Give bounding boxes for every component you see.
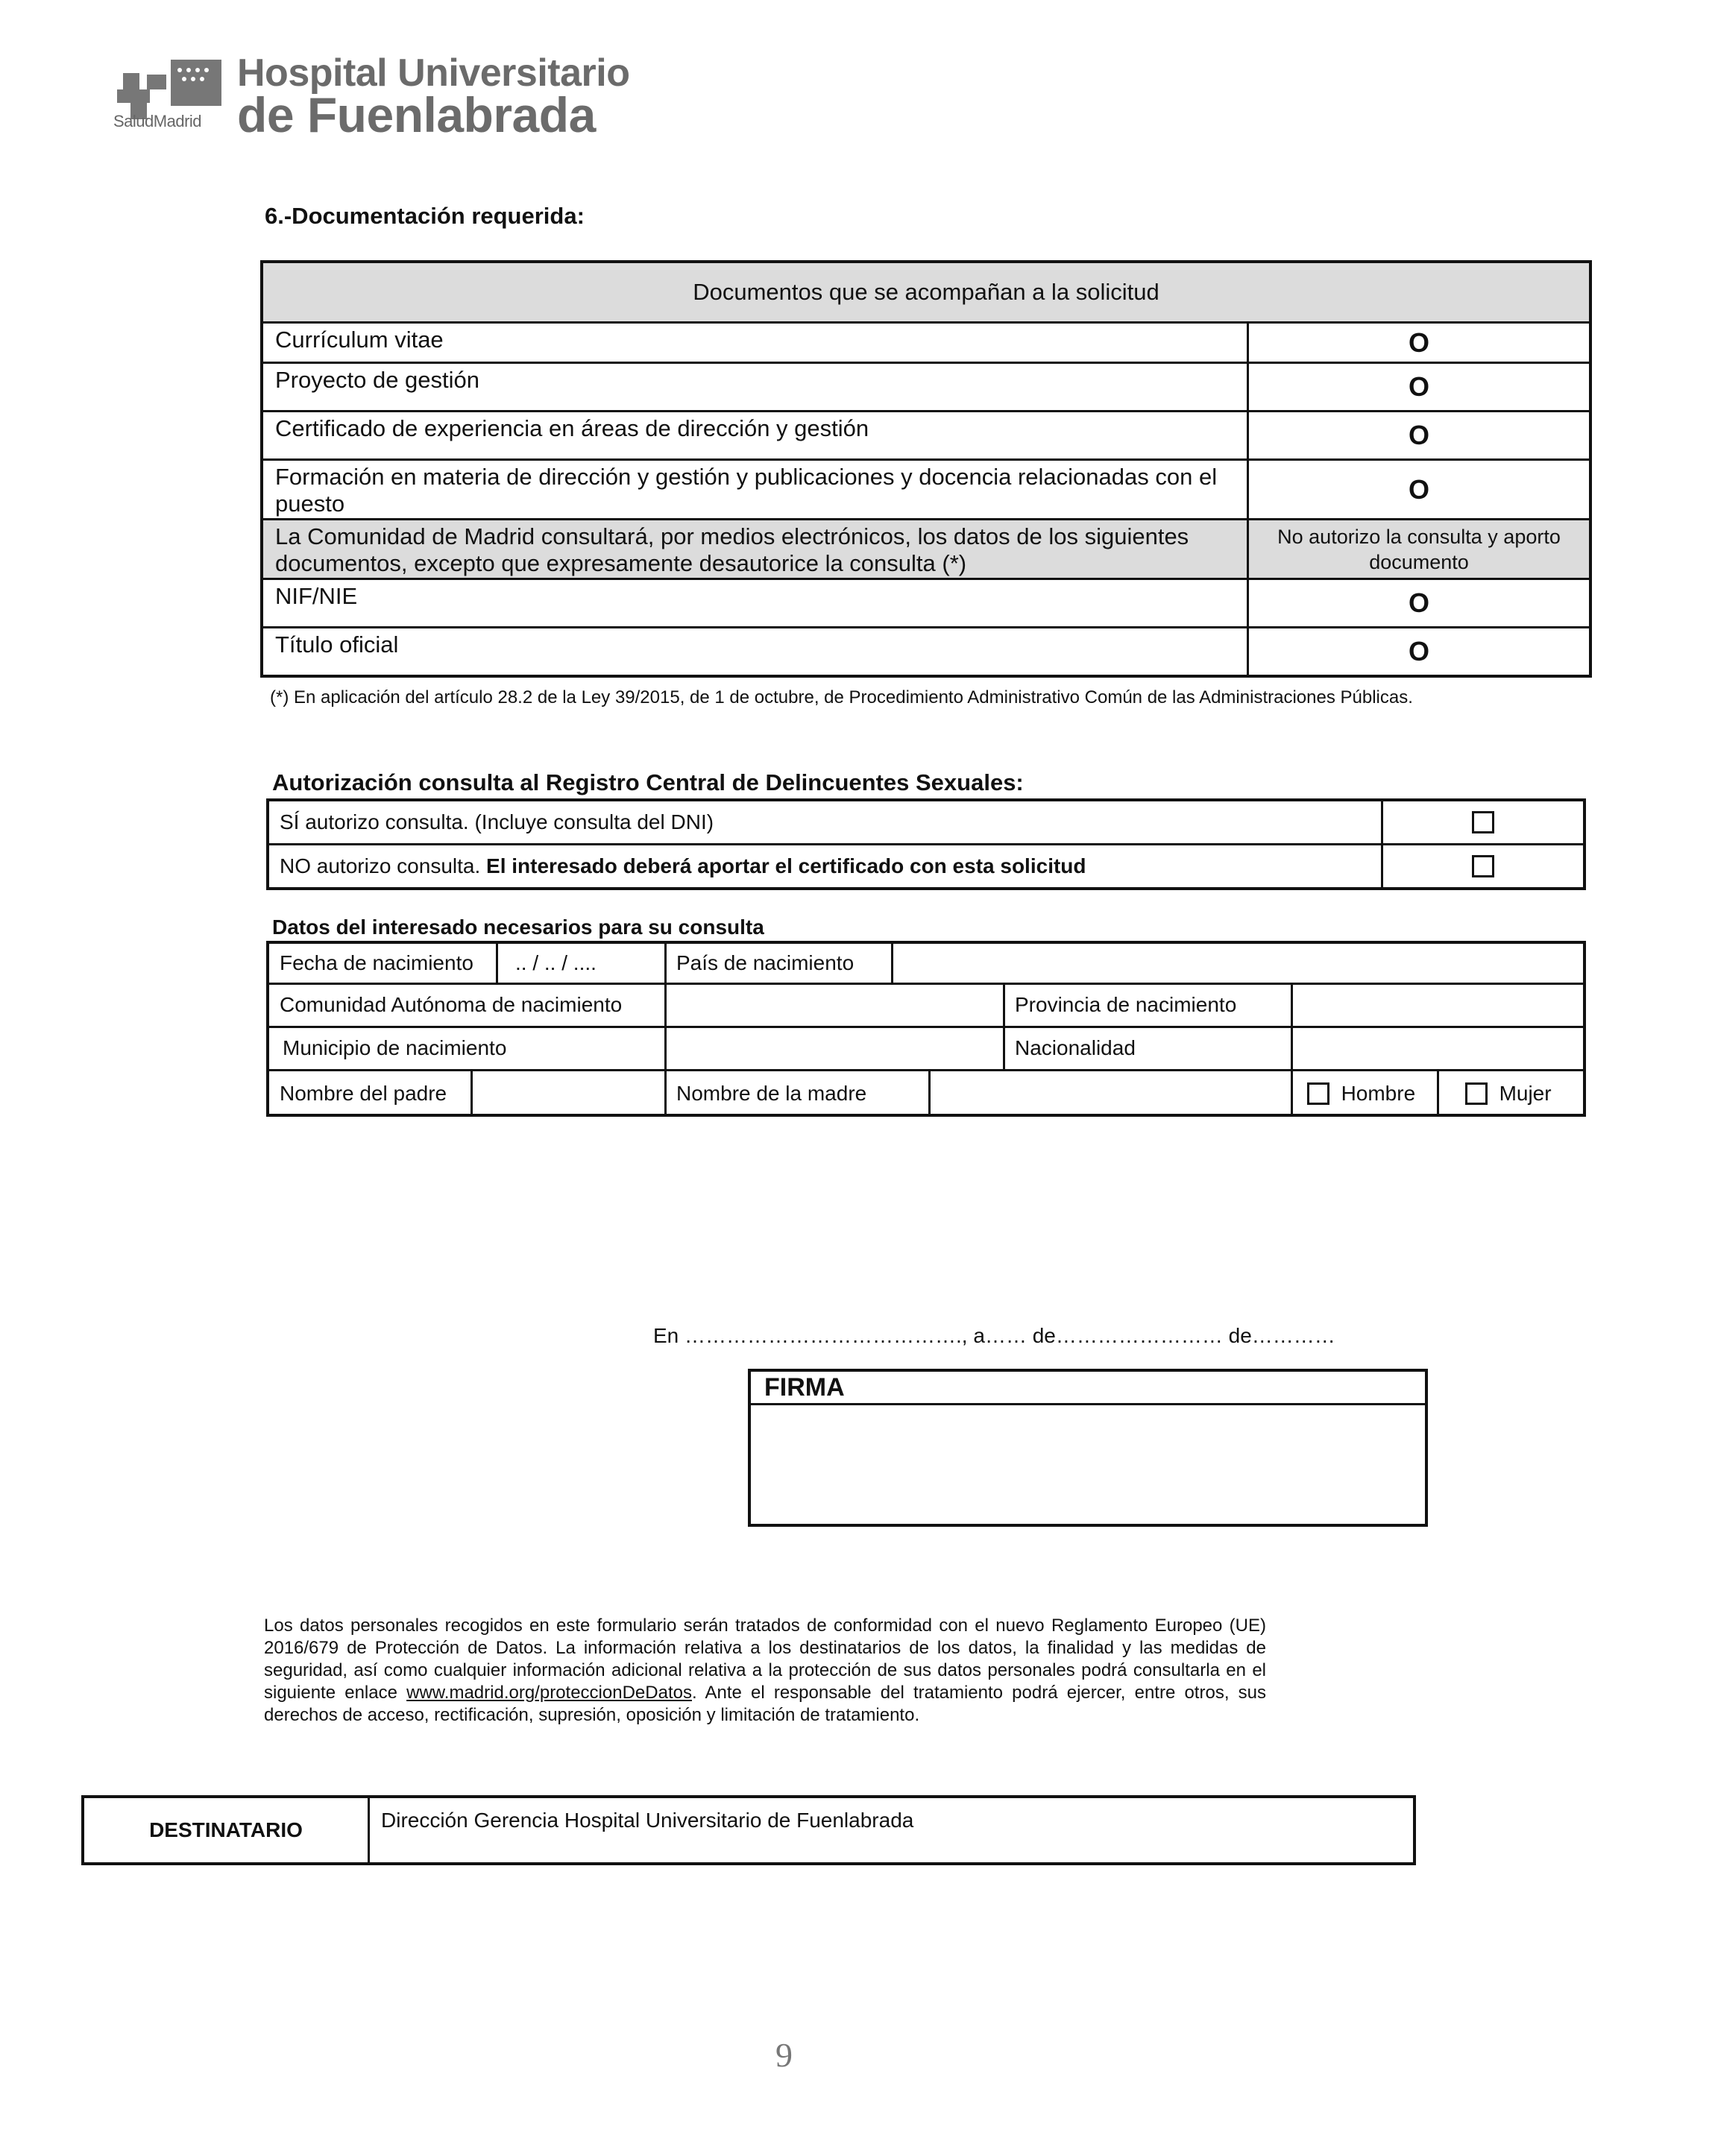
page-number: 9: [775, 2036, 793, 2074]
doc-label: Título oficial: [263, 628, 1249, 675]
doc-label: Proyecto de gestión: [263, 364, 1249, 410]
destinatario-value: Dirección Gerencia Hospital Universitario de Fuenlabrada: [381, 1809, 914, 1832]
table-row: [263, 461, 1589, 520]
registro-title: Autorización consulta al Registro Central de Delincuentes Sexuales:: [272, 769, 1024, 795]
firma-box[interactable]: [748, 1369, 1428, 1527]
table-row: [263, 324, 1589, 364]
doc-check[interactable]: O: [1408, 636, 1429, 666]
fecha-label: Fecha de nacimiento: [280, 951, 473, 974]
table-row: [269, 801, 1583, 845]
privacy-link[interactable]: www.madrid.org/proteccionDeDatos: [406, 1683, 692, 1703]
pais-label: País de nacimiento: [676, 951, 855, 974]
privacy-text: [264, 1615, 1266, 1727]
hombre-checkbox[interactable]: [1307, 1082, 1329, 1105]
comunidad-label: Comunidad Autónoma de nacimiento: [280, 993, 623, 1016]
doc-check[interactable]: O: [1408, 371, 1429, 402]
doc-label: NIF/NIE: [263, 580, 1249, 626]
madre-input[interactable]: [933, 1071, 1288, 1117]
doc-label: Certificado de experiencia en áreas de dirección y gestión: [263, 412, 1249, 458]
logo-small-text: SaludMadrid: [113, 112, 202, 130]
doc-check[interactable]: O: [1408, 473, 1429, 505]
si-autorizo-checkbox[interactable]: [1472, 811, 1494, 833]
nacionalidad-label: Nacionalidad: [1015, 1036, 1136, 1059]
mujer-label: Mujer: [1499, 1082, 1552, 1105]
legal-note: (*) En aplicación del artículo 28.2 de la Ley 39/2015, de 1 de octubre, de Procedimiento Administrativo Común de las Administraciones Públicas.: [270, 687, 1413, 707]
doc-check[interactable]: O: [1408, 587, 1429, 618]
no-autorizo-checkbox[interactable]: [1472, 855, 1494, 877]
fecha-input[interactable]: .. / .. / ....: [515, 951, 597, 974]
no-autorizo-label: [269, 845, 1383, 887]
padre-input[interactable]: [475, 1071, 661, 1117]
datos-table: [266, 941, 1586, 1117]
doc-label: Currículum vitae: [263, 324, 1249, 362]
consulta-note: La Comunidad de Madrid consultará, por medios electrónicos, los datos de los siguientes documentos, excepto que expresamente desautorice la consulta (*): [263, 520, 1249, 578]
table-row: [269, 845, 1583, 887]
hombre-option: [1307, 1071, 1415, 1117]
hospital-name-line1: Hospital Universitario: [237, 51, 630, 95]
documents-table-header: Documentos que se acompañan a la solicitud: [263, 263, 1589, 324]
datos-title: Datos del interesado necesarios para su consulta: [272, 915, 764, 939]
mujer-option: [1465, 1071, 1552, 1117]
municipio-label: Municipio de nacimiento: [283, 1036, 507, 1059]
no-autorizo-text: NO autorizo consulta.: [280, 854, 481, 877]
madre-label: Nombre de la madre: [676, 1082, 867, 1105]
place-date-line[interactable]: En …………………………………., a…… de…………………… de…………: [653, 1324, 1335, 1347]
table-row: [263, 520, 1589, 580]
provincia-input[interactable]: [1295, 984, 1582, 1026]
registro-table: [266, 798, 1586, 890]
table-row: [263, 364, 1589, 412]
table-row: [263, 580, 1589, 628]
firma-label: FIRMA: [751, 1372, 1425, 1405]
si-autorizo-label: SÍ autorizo consulta. (Incluye consulta del DNI): [269, 801, 1383, 843]
destinatario-label: DESTINATARIO: [84, 1798, 370, 1862]
doc-label: Formación en materia de dirección y gestión y publicaciones y docencia relacionadas con el puesto: [263, 461, 1249, 518]
municipio-input[interactable]: [669, 1027, 1000, 1069]
hombre-label: Hombre: [1341, 1082, 1416, 1105]
doc-check[interactable]: O: [1408, 327, 1429, 358]
documents-table: [260, 260, 1592, 678]
comunidad-input[interactable]: [669, 984, 1000, 1026]
mujer-checkbox[interactable]: [1465, 1082, 1488, 1105]
doc-check[interactable]: O: [1408, 420, 1429, 450]
destinatario-box: [81, 1795, 1416, 1865]
padre-label: Nombre del padre: [280, 1082, 447, 1105]
privacy-text-after: . Ante el responsable del tratamiento podrá ejercer, entre otros, sus derechos de acceso, rectificación, supresión, oposición y limitación de tratamiento.: [264, 1683, 1266, 1725]
table-row: [263, 628, 1589, 675]
section-title: 6.-Documentación requerida:: [265, 203, 585, 229]
provincia-label: Provincia de nacimiento: [1015, 993, 1237, 1016]
no-autorizo-bold-text: El interesado deberá aportar el certificado con esta solicitud: [486, 854, 1086, 877]
nacionalidad-input[interactable]: [1295, 1027, 1582, 1069]
privacy-text-before: Los datos personales recogidos en este formulario serán tratados de conformidad con el nuevo Reglamento Europeo (UE) 2016/679 de Protección de Datos. La información relativa a los destinatarios de los datos, la finalidad y las medidas de seguridad, así como cualquier información adicional relativa a la protección de sus datos personales podrá consultarla en el siguiente enlace: [264, 1616, 1266, 1703]
hospital-name-line2: de Fuenlabrada: [237, 87, 596, 142]
pais-input[interactable]: [896, 944, 1582, 983]
table-row: [263, 412, 1589, 461]
no-autorizo-header: No autorizo la consulta y aporto documento: [1277, 525, 1561, 573]
